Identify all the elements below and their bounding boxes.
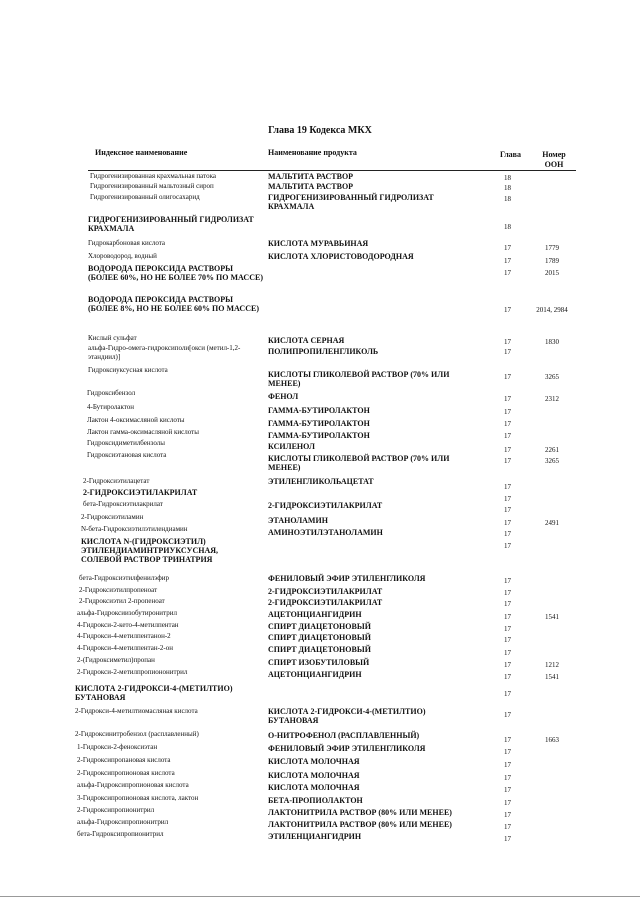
header-index-name: Индексное наименование <box>95 148 188 157</box>
index-name-cell: Лактон 4-оксимасляной кислоты <box>87 416 185 424</box>
chapter-cell: 17 <box>504 348 511 356</box>
product-name-cell: КСИЛЕНОЛ <box>268 442 315 451</box>
chapter-cell: 17 <box>504 244 511 252</box>
index-name-cell: 2-Гидрокси-2-метилпропиононитрил <box>77 668 188 676</box>
product-name-cell: ГАММА-БУТИРОЛАКТОН <box>268 419 370 428</box>
un-number-cell: 3265 <box>545 373 559 381</box>
product-name-cell: МАЛЬТИТА РАСТВОР <box>268 182 354 191</box>
product-name-cell: КИСЛОТА СЕРНАЯ <box>268 336 345 345</box>
chapter-cell: 17 <box>504 774 511 782</box>
index-name-cell: 2-Гидроксиэтиламин <box>81 513 144 521</box>
index-name-cell: Гидроксиэтановая кислота <box>87 451 167 459</box>
index-name-cell: Гидроксибензол <box>87 389 136 397</box>
chapter-cell: 17 <box>504 811 511 819</box>
chapter-cell: 18 <box>504 174 511 182</box>
index-name-cell: 4-Бутиролактон <box>87 403 135 411</box>
chapter-cell: 17 <box>504 269 511 277</box>
index-name-cell: Гидрогенизированная крахмальная патока <box>90 172 216 180</box>
un-number-cell: 2312 <box>545 395 559 403</box>
un-number-cell: 2491 <box>545 519 559 527</box>
chapter-cell: 17 <box>504 495 511 503</box>
product-name-cell: 2-ГИДРОКСИЭТИЛАКРИЛАТ <box>268 587 383 596</box>
chapter-cell: 17 <box>504 690 511 698</box>
header-product-name: Наименование продукта <box>268 148 357 157</box>
index-name-cell: ВОДОРОДА ПЕРОКСИДА РАСТВОРЫ (БОЛЕЕ 8%, НО НЕ БОЛЕЕ 60% ПО МАССЕ) <box>88 295 259 313</box>
product-name-cell: КИСЛОТА МОЛОЧНАЯ <box>268 771 360 780</box>
index-name-cell: альфа-Гидроксиизобутиронитрил <box>77 609 177 617</box>
chapter-cell: 17 <box>504 625 511 633</box>
product-name-cell: 2-ГИДРОКСИЭТИЛАКРИЛАТ <box>268 598 383 607</box>
chapter-cell: 17 <box>504 673 511 681</box>
product-name-cell: ЭТИЛЕНГЛИКОЛЬАЦЕТАТ <box>268 477 374 486</box>
chapter-cell: 17 <box>504 799 511 807</box>
chapter-cell: 17 <box>504 457 511 465</box>
product-name-cell: О-НИТРОФЕНОЛ (РАСПЛАВЛЕННЫЙ) <box>268 731 420 740</box>
chapter-cell: 17 <box>504 408 511 416</box>
un-number-cell: 3265 <box>545 457 559 465</box>
chapter-cell: 17 <box>504 636 511 644</box>
chapter-cell: 17 <box>504 446 511 454</box>
un-number-cell: 1541 <box>545 673 559 681</box>
product-name-cell: ЛАКТОНИТРИЛА РАСТВОР (80% ИЛИ МЕНЕЕ) <box>268 820 452 829</box>
un-number-cell: 1789 <box>545 257 559 265</box>
chapter-cell: 17 <box>504 661 511 669</box>
index-name-cell: бета-Гидроксипропионитрил <box>77 830 164 838</box>
chapter-cell: 17 <box>504 338 511 346</box>
chapter-cell: 17 <box>504 530 511 538</box>
product-name-cell: СПИРТ ИЗОБУТИЛОВЫЙ <box>268 658 370 667</box>
chapter-cell: 17 <box>504 649 511 657</box>
product-name-cell: КИСЛОТА 2-ГИДРОКСИ-4-(МЕТИЛТИО) БУТАНОВАЯ <box>268 707 426 725</box>
chapter-cell: 17 <box>504 506 511 514</box>
index-name-cell: 2-ГИДРОКСИЭТИЛАКРИЛАТ <box>83 488 198 497</box>
product-name-cell: МАЛЬТИТА РАСТВОР <box>268 172 354 181</box>
index-name-cell: N-бета-Гидроксиэтилэтилендиамин <box>81 525 188 533</box>
product-name-cell: СПИРТ ДИАЦЕТОНОВЫЙ <box>268 622 371 631</box>
product-name-cell: КИСЛОТЫ ГЛИКОЛЕВОЙ РАСТВОР (70% ИЛИ МЕНЕЕ) <box>268 454 450 472</box>
chapter-cell: 17 <box>504 519 511 527</box>
chapter-cell: 17 <box>504 761 511 769</box>
index-name-cell: альфа-Гидроксипропионитрил <box>77 818 169 826</box>
chapter-cell: 17 <box>504 736 511 744</box>
index-name-cell: КИСЛОТА N-(ГИДРОКСИЭТИЛ) ЭТИЛЕНДИАМИНТРИУКСУСНАЯ, СОЛЕВОЙ РАСТВОР ТРИНАТРИЯ <box>81 537 219 564</box>
chapter-cell: 17 <box>504 748 511 756</box>
index-name-cell: 2-Гидроксиэтилацетат <box>83 477 150 485</box>
chapter-cell: 17 <box>504 542 511 550</box>
index-name-cell: Лактон гамма-оксимасляной кислоты <box>87 428 199 436</box>
un-number-cell: 2015 <box>545 269 559 277</box>
index-name-cell: 2-Гидроксипропионовая кислота <box>77 769 175 777</box>
header-rule <box>88 170 576 171</box>
product-name-cell: КИСЛОТЫ ГЛИКОЛЕВОЙ РАСТВОР (70% ИЛИ МЕНЕЕ) <box>268 370 450 388</box>
index-name-cell: ГИДРОГЕНИЗИРОВАННЫЙ ГИДРОЛИЗАТ КРАХМАЛА <box>88 215 254 233</box>
chapter-cell: 18 <box>504 223 511 231</box>
chapter-cell: 17 <box>504 395 511 403</box>
product-name-cell: КИСЛОТА ХЛОРИСТОВОДОРОДНАЯ <box>268 252 414 261</box>
index-name-cell: 4-Гидрокси-2-кето-4-метилпентан <box>77 621 179 629</box>
index-name-cell: Гидрокарбоновая кислота <box>88 239 165 247</box>
index-name-cell: бета-Гидроксиэтилфенилэфир <box>79 574 170 582</box>
product-name-cell: КИСЛОТА МОЛОЧНАЯ <box>268 783 360 792</box>
header-chapter: Глава <box>500 150 521 159</box>
chapter-cell: 17 <box>504 483 511 491</box>
product-name-cell: КИСЛОТА МУРАВЬИНАЯ <box>268 239 369 248</box>
index-name-cell: 2-Гидрокси-4-метилтиомасляная кислота <box>75 707 198 715</box>
product-name-cell: АЦЕТОНЦИАНГИДРИН <box>268 610 362 619</box>
header-un-number: Номер ООН <box>542 150 566 169</box>
index-name-cell: 3-Гидроксипропионовая кислота, лактон <box>77 794 199 802</box>
index-name-cell: 2-(Гидроксиметил)пропан <box>77 656 155 664</box>
chapter-cell: 17 <box>504 577 511 585</box>
product-name-cell: ФЕНИЛОВЫЙ ЭФИР ЭТИЛЕНГЛИКОЛЯ <box>268 744 426 753</box>
chapter-cell: 18 <box>504 195 511 203</box>
product-name-cell: ЛАКТОНИТРИЛА РАСТВОР (80% ИЛИ МЕНЕЕ) <box>268 808 452 817</box>
chapter-cell: 17 <box>504 373 511 381</box>
index-name-cell: 2-Гидроксипропановая кислота <box>77 756 171 764</box>
product-name-cell: ФЕНОЛ <box>268 392 299 401</box>
index-name-cell: 4-Гидрокси-4-метилпентанон-2 <box>77 632 171 640</box>
chapter-cell: 17 <box>504 432 511 440</box>
chapter-cell: 17 <box>504 835 511 843</box>
chapter-cell: 17 <box>504 600 511 608</box>
chapter-cell: 18 <box>504 184 511 192</box>
chapter-cell: 17 <box>504 823 511 831</box>
chapter-cell: 17 <box>504 257 511 265</box>
index-name-cell: Кислый сульфат <box>88 334 137 342</box>
un-number-cell: 2261 <box>545 446 559 454</box>
page-title: Глава 19 Кодекса МКХ <box>268 125 372 136</box>
product-name-cell: ФЕНИЛОВЫЙ ЭФИР ЭТИЛЕНГЛИКОЛЯ <box>268 574 426 583</box>
index-name-cell: ВОДОРОДА ПЕРОКСИДА РАСТВОРЫ (БОЛЕЕ 60%, НО НЕ БОЛЕЕ 70% ПО МАССЕ) <box>88 264 263 282</box>
product-name-cell: АМИНОЭТИЛЭТАНОЛАМИН <box>268 528 383 537</box>
index-name-cell: Хлороводород, водный <box>88 252 157 260</box>
product-name-cell: ЭТАНОЛАМИН <box>268 516 328 525</box>
product-name-cell: БЕТА-ПРОПИОЛАКТОН <box>268 796 363 805</box>
index-name-cell: 2-Гидроксипропионитрил <box>77 806 155 814</box>
index-name-cell: 2-Гидроксинитробензол (расплавленный) <box>75 730 199 738</box>
un-number-cell: 1541 <box>545 613 559 621</box>
index-name-cell: альфа-Гидро-омега-гидроксиполи[окси (метил-1,2-этандиил)] <box>88 344 241 361</box>
index-name-cell: Гидроксидиметилбензолы <box>87 439 165 447</box>
un-number-cell: 2014, 2984 <box>536 306 568 314</box>
chapter-cell: 17 <box>504 589 511 597</box>
index-name-cell: Гидроксиуксусная кислота <box>88 366 168 374</box>
index-name-cell: Гидрогенизированный мальтозный сироп <box>90 182 214 190</box>
index-name-cell: 1-Гидрокси-2-феноксиэтан <box>77 743 158 751</box>
un-number-cell: 1212 <box>545 661 559 669</box>
chapter-cell: 17 <box>504 306 511 314</box>
index-name-cell: 4-Гидрокси-4-метилпентан-2-он <box>77 644 174 652</box>
product-name-cell: АЦЕТОНЦИАНГИДРИН <box>268 670 362 679</box>
chapter-cell: 17 <box>504 711 511 719</box>
index-name-cell: 2-Гидроксиэтил 2-пропеноат <box>79 597 165 605</box>
index-name-cell: 2-Гидроксиэтилпропеноат <box>79 586 158 594</box>
chapter-cell: 17 <box>504 786 511 794</box>
product-name-cell: ПОЛИПРОПИЛЕНГЛИКОЛЬ <box>268 347 379 356</box>
product-name-cell: ГАММА-БУТИРОЛАКТОН <box>268 431 370 440</box>
chapter-cell: 17 <box>504 613 511 621</box>
product-name-cell: ГИДРОГЕНИЗИРОВАННЫЙ ГИДРОЛИЗАТ КРАХМАЛА <box>268 193 434 211</box>
chapter-cell: 17 <box>504 420 511 428</box>
un-number-cell: 1663 <box>545 736 559 744</box>
product-name-cell: СПИРТ ДИАЦЕТОНОВЫЙ <box>268 645 371 654</box>
un-number-cell: 1779 <box>545 244 559 252</box>
page-bottom-rule <box>0 896 640 897</box>
product-name-cell: СПИРТ ДИАЦЕТОНОВЫЙ <box>268 633 371 642</box>
index-name-cell: Гидрогенизированный олигосахарид <box>90 193 200 201</box>
index-name-cell: КИСЛОТА 2-ГИДРОКСИ-4-(МЕТИЛТИО) БУТАНОВАЯ <box>75 684 233 702</box>
index-name-cell: альфа-Гидроксипропионовая кислота <box>77 781 189 789</box>
product-name-cell: КИСЛОТА МОЛОЧНАЯ <box>268 757 360 766</box>
product-name-cell: ЭТИЛЕНЦИАНГИДРИН <box>268 832 362 841</box>
product-name-cell: ГАММА-БУТИРОЛАКТОН <box>268 406 370 415</box>
product-name-cell: 2-ГИДРОКСИЭТИЛАКРИЛАТ <box>268 501 383 510</box>
un-number-cell: 1830 <box>545 338 559 346</box>
index-name-cell: бета-Гидроксиэтилакрилат <box>83 500 163 508</box>
